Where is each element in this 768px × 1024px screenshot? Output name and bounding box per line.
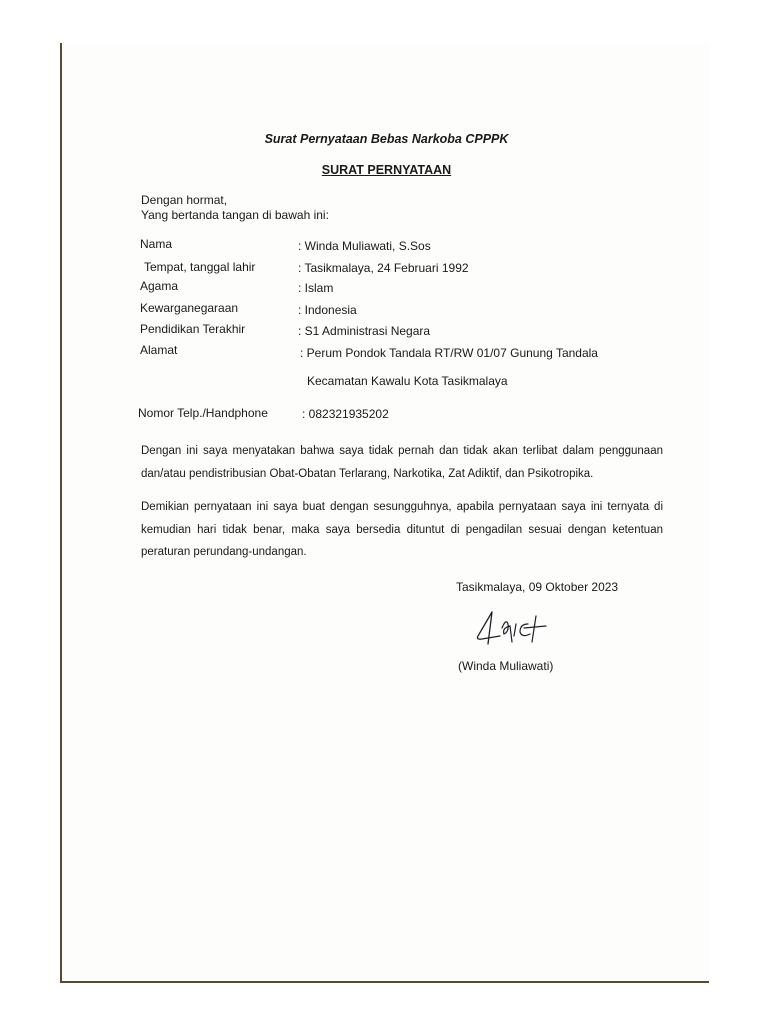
field-value-pendidikan: : S1 Administrasi Negara [298, 324, 431, 338]
signature-image [472, 606, 552, 652]
letter-heading: SURAT PERNYATAAN [321, 163, 452, 177]
field-label-pendidikan: Pendidikan Terakhir [140, 322, 246, 336]
document-page [60, 43, 709, 983]
field-label-ttl: Tempat, tanggal lahir [144, 260, 256, 274]
signer-name: (Winda Muliawati) [458, 659, 554, 673]
intro-text: Yang bertanda tangan di bawah ini: [141, 208, 329, 222]
field-value-kewarganegaraan: : Indonesia [298, 303, 357, 317]
field-label-agama: Agama [140, 279, 179, 293]
field-label-kewarganegaraan: Kewarganegaraan [140, 301, 239, 315]
phone-value: : 082321935202 [302, 407, 389, 421]
phone-label: Nomor Telp./Handphone [138, 406, 268, 420]
field-value-nama: : Winda Muliawati, S.Sos [298, 239, 431, 253]
field-value-alamat: : Perum Pondok Tandala RT/RW 01/07 Gunung Tandala [300, 346, 598, 360]
statement-paragraph: Dengan ini saya menyatakan bahwa saya tidak pernah dan tidak akan terlibat dalam penggunaan dan/atau pendistribusian Obat-Obatan Terlarang, Narkotika, Zat Adiktif, dan Psikotropika. [141, 445, 663, 480]
closing-paragraph: Demikian pernyataan ini saya buat dengan sesungguhnya, apabila pernyataan saya ini ternyata di kemudian hari tidak benar, maka saya bersedia dituntut di pengadilan sesuai dengan ketentuan peraturan perundang-undangan. [141, 501, 663, 558]
place-date: Tasikmalaya, 09 Oktober 2023 [456, 580, 619, 594]
field-label-nama: Nama [140, 237, 173, 251]
field-value-agama: : Islam [298, 281, 334, 295]
field-label-alamat: Alamat [140, 343, 178, 357]
field-value-ttl: : Tasikmalaya, 24 Februari 1992 [298, 261, 469, 275]
address-line-2: Kecamatan Kawalu Kota Tasikmalaya [307, 374, 508, 388]
document-title: Surat Pernyataan Bebas Narkoba CPPPK [264, 132, 509, 146]
greeting: Dengan hormat, [141, 193, 228, 207]
